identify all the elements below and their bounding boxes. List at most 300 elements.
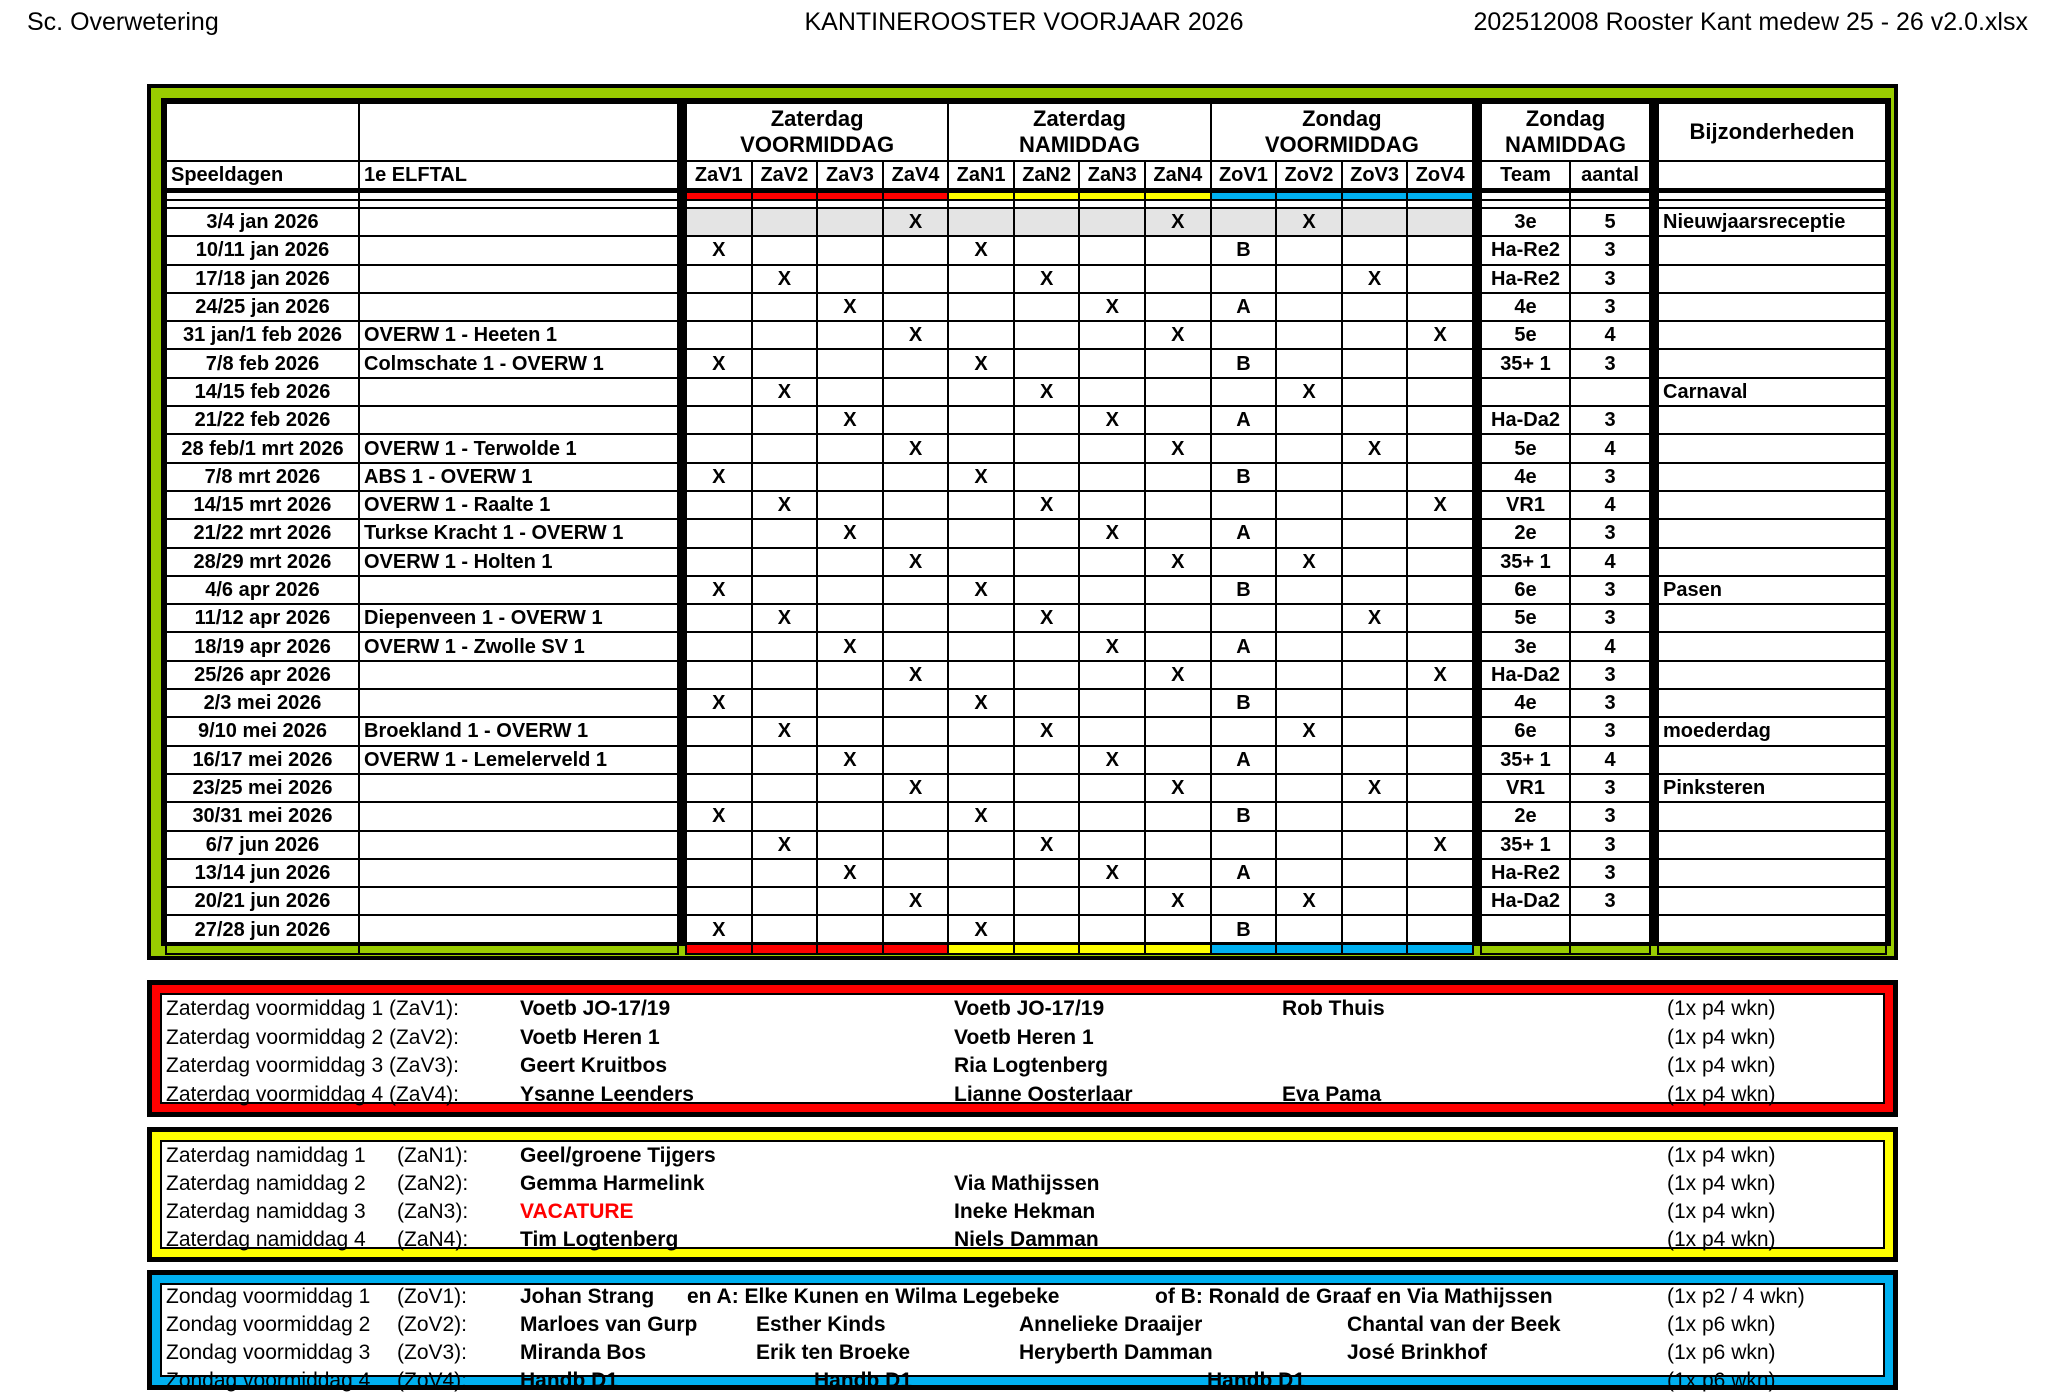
slot-cell-zov1: A xyxy=(1211,859,1277,887)
slot-cell-zov2 xyxy=(1276,802,1342,830)
slot-cell-zov1 xyxy=(1211,604,1277,632)
slot-cell-zav1: X xyxy=(686,349,752,377)
note-cell xyxy=(1658,265,1886,293)
slot-cell-zan1 xyxy=(948,321,1014,349)
slot-cell-zan1 xyxy=(948,548,1014,576)
legend-row xyxy=(162,1083,1883,1111)
note-cell xyxy=(1658,349,1886,377)
volunteer-name: Eva Pama xyxy=(1282,1082,1382,1106)
slot-cell-zov1: B xyxy=(1211,689,1277,717)
slot-code: (ZoV3): xyxy=(397,1341,468,1364)
aantal-cell: 3 xyxy=(1570,519,1650,547)
schedule-frame xyxy=(147,84,1898,960)
note-cell xyxy=(1658,887,1886,915)
slot-cell-zov2 xyxy=(1276,746,1342,774)
team-cell: Ha-Da2 xyxy=(1481,887,1570,915)
slot-cell-zov1: A xyxy=(1211,293,1277,321)
slot-cell-zan3 xyxy=(1079,463,1145,491)
table-row xyxy=(1481,717,1650,745)
team-cell: 5e xyxy=(1481,321,1570,349)
table-row xyxy=(686,208,1473,236)
slot-cell-zov3 xyxy=(1342,321,1408,349)
slot-cell-zov2 xyxy=(1276,463,1342,491)
slot-cell-zan3 xyxy=(1079,774,1145,802)
slot-cell-zov1 xyxy=(1211,434,1277,462)
speeldagen-table xyxy=(165,102,679,955)
slot-cell-zav3: X xyxy=(817,406,883,434)
date-cell: 2/3 mei 2026 xyxy=(166,689,359,717)
volunteer-name: Erik ten Broeke xyxy=(756,1341,911,1364)
slot-cell-zav1 xyxy=(686,491,752,519)
date-cell: 14/15 feb 2026 xyxy=(166,378,359,406)
slot-cell-zov1: B xyxy=(1211,236,1277,264)
col-header-speeldagen: Speeldagen xyxy=(166,161,359,191)
slot-cell-zan1: X xyxy=(948,349,1014,377)
slot-cell-zan3 xyxy=(1079,349,1145,377)
note-cell: moederdag xyxy=(1658,717,1886,745)
panel-slots xyxy=(681,98,1478,946)
slot-cell-zov2 xyxy=(1276,321,1342,349)
date-cell: 17/18 jan 2026 xyxy=(166,265,359,293)
slot-cell-zan2 xyxy=(1014,548,1080,576)
slot-cell-zav4 xyxy=(883,349,949,377)
slot-cell-zav4 xyxy=(883,632,949,660)
slot-cell-zav1 xyxy=(686,661,752,689)
slot-cell-zan4: X xyxy=(1145,548,1211,576)
note-cell xyxy=(1658,746,1886,774)
volunteer-name: Esther Kinds xyxy=(756,1313,886,1336)
slot-cell-zov1 xyxy=(1211,887,1277,915)
slot-cell-zan1 xyxy=(948,632,1014,660)
slot-cell-zav4 xyxy=(883,378,949,406)
aantal-cell: 3 xyxy=(1570,717,1650,745)
slot-cell-zov3 xyxy=(1342,802,1408,830)
slot-cell-zav1 xyxy=(686,632,752,660)
slot-cell-zan4 xyxy=(1145,717,1211,745)
slot-cell-zov4 xyxy=(1407,859,1473,887)
slot-cell-zov1: A xyxy=(1211,746,1277,774)
slot-cell-zov1 xyxy=(1211,661,1277,689)
legend-row xyxy=(162,1144,1883,1172)
col-header-aantal: aantal xyxy=(1570,161,1650,191)
table-row xyxy=(686,378,1473,406)
table-row xyxy=(1658,887,1886,915)
table-row xyxy=(1481,406,1650,434)
slot-cell-zan2: X xyxy=(1014,491,1080,519)
slot-cell-zan2 xyxy=(1014,463,1080,491)
slot-cell-zav3 xyxy=(817,774,883,802)
legend-row xyxy=(162,1200,1883,1228)
aantal-cell: 3 xyxy=(1570,604,1650,632)
table-row xyxy=(166,887,678,915)
slot-cell-zov3 xyxy=(1342,406,1408,434)
table-row xyxy=(686,915,1473,943)
legend-row xyxy=(162,1172,1883,1200)
slot-cell-zav4: X xyxy=(883,434,949,462)
slot-cell-zov4 xyxy=(1407,774,1473,802)
table-row xyxy=(1658,859,1886,887)
slot-cell-zan3: X xyxy=(1079,632,1145,660)
volunteer-name: Handb D1 xyxy=(814,1369,913,1392)
slot-cell-zov2 xyxy=(1276,265,1342,293)
table-row xyxy=(1658,717,1886,745)
table-row xyxy=(166,406,678,434)
legend-row xyxy=(162,1285,1883,1313)
legend-row xyxy=(162,1341,1883,1369)
slot-cell-zav4 xyxy=(883,293,949,321)
slot-cell-zav2 xyxy=(752,434,818,462)
date-cell: 7/8 mrt 2026 xyxy=(166,463,359,491)
team-cell: Ha-Da2 xyxy=(1481,406,1570,434)
slot-cell-zan3: X xyxy=(1079,746,1145,774)
slot-cell-zav4 xyxy=(883,831,949,859)
slot-cell-zov1 xyxy=(1211,378,1277,406)
aantal-cell xyxy=(1570,378,1650,406)
match-cell: Turkse Kracht 1 - OVERW 1 xyxy=(359,519,678,547)
slot-cell-zan4 xyxy=(1145,349,1211,377)
slot-cell-zan3 xyxy=(1079,208,1145,236)
slot-cell-zan1 xyxy=(948,831,1014,859)
slot-cell-zan2 xyxy=(1014,519,1080,547)
frequency: (1x p4 wkn) xyxy=(1667,1144,1776,1167)
slot-cell-zov4 xyxy=(1407,265,1473,293)
slot-cell-zan3 xyxy=(1079,236,1145,264)
volunteer-name: Handb D1 xyxy=(1207,1369,1306,1392)
slot-cell-zav4 xyxy=(883,802,949,830)
slot-cell-zav2 xyxy=(752,321,818,349)
slot-cell-zan3 xyxy=(1079,576,1145,604)
frequency: (1x p4 wkn) xyxy=(1667,1054,1776,1077)
date-cell: 7/8 feb 2026 xyxy=(166,349,359,377)
slot-cell-zov1 xyxy=(1211,265,1277,293)
slot-cell-zov1 xyxy=(1211,717,1277,745)
slot-cell-zav3 xyxy=(817,208,883,236)
table-row xyxy=(686,774,1473,802)
slot-code: (ZoV2): xyxy=(397,1313,468,1336)
team-cell: 4e xyxy=(1481,293,1570,321)
slot-header-zav3: ZaV3 xyxy=(817,161,883,191)
slot-cell-zov2: X xyxy=(1276,717,1342,745)
team-cell: 2e xyxy=(1481,802,1570,830)
match-cell xyxy=(359,774,678,802)
slot-cell-zav3 xyxy=(817,717,883,745)
table-row xyxy=(1658,265,1886,293)
slot-cell-zav4 xyxy=(883,915,949,943)
slot-header-zov3: ZoV3 xyxy=(1342,161,1408,191)
table-row xyxy=(166,519,678,547)
frequency: (1x p4 wkn) xyxy=(1667,1082,1776,1106)
table-row xyxy=(1481,548,1650,576)
slot-cell-zan1 xyxy=(948,774,1014,802)
team-cell: 6e xyxy=(1481,576,1570,604)
slot-cell-zav2: X xyxy=(752,265,818,293)
slot-cell-zan4 xyxy=(1145,265,1211,293)
bijzonderheden-table xyxy=(1657,102,1887,955)
slot-cell-zov3: X xyxy=(1342,265,1408,293)
slot-cell-zav2 xyxy=(752,859,818,887)
table-row xyxy=(1481,463,1650,491)
legend-zaterdag-namiddag xyxy=(147,1127,1898,1262)
slot-label: Zondag voormiddag 2 xyxy=(166,1313,371,1336)
table-row xyxy=(1658,576,1886,604)
vacature-label: VACATURE xyxy=(520,1200,634,1223)
slot-cell-zov4 xyxy=(1407,689,1473,717)
slot-cell-zav3 xyxy=(817,265,883,293)
slot-cell-zan1 xyxy=(948,265,1014,293)
slot-cell-zan4 xyxy=(1145,831,1211,859)
slot-cell-zov1: B xyxy=(1211,349,1277,377)
slot-cell-zav4 xyxy=(883,576,949,604)
slot-cell-zov4 xyxy=(1407,378,1473,406)
date-cell: 11/12 apr 2026 xyxy=(166,604,359,632)
aantal-cell: 3 xyxy=(1570,774,1650,802)
slot-cell-zan4: X xyxy=(1145,887,1211,915)
color-bar xyxy=(1342,191,1408,201)
table-row xyxy=(1658,802,1886,830)
slot-cell-zov1: A xyxy=(1211,406,1277,434)
color-bar xyxy=(1014,191,1080,201)
table-row xyxy=(166,293,678,321)
slot-cell-zov3 xyxy=(1342,208,1408,236)
slot-cell-zan3 xyxy=(1079,491,1145,519)
match-cell xyxy=(359,859,678,887)
table-row xyxy=(686,604,1473,632)
slot-cell-zav3 xyxy=(817,321,883,349)
date-cell: 16/17 mei 2026 xyxy=(166,746,359,774)
slot-label: Zaterdag voormiddag 1 (ZaV1): xyxy=(166,997,459,1020)
slot-cell-zov1 xyxy=(1211,831,1277,859)
table-row xyxy=(1481,887,1650,915)
group-header-2: Zondag VOORMIDDAG xyxy=(1211,103,1473,161)
slot-cell-zan3 xyxy=(1079,915,1145,943)
match-cell xyxy=(359,661,678,689)
note-cell: Carnaval xyxy=(1658,378,1886,406)
slot-header-zov1: ZoV1 xyxy=(1211,161,1277,191)
slot-header-zan3: ZaN3 xyxy=(1079,161,1145,191)
slot-cell-zov3 xyxy=(1342,887,1408,915)
slot-cell-zav1 xyxy=(686,519,752,547)
date-cell: 25/26 apr 2026 xyxy=(166,661,359,689)
slot-cell-zav3 xyxy=(817,491,883,519)
note-cell xyxy=(1658,491,1886,519)
note-cell xyxy=(1658,293,1886,321)
color-bar xyxy=(1079,191,1145,201)
slot-cell-zov2 xyxy=(1276,859,1342,887)
slot-cell-zav4 xyxy=(883,604,949,632)
legend-zondag-voormiddag xyxy=(147,1270,1898,1390)
table-row xyxy=(686,831,1473,859)
slot-cell-zav4 xyxy=(883,463,949,491)
note-cell xyxy=(1658,689,1886,717)
table-row xyxy=(686,717,1473,745)
slot-cell-zov3 xyxy=(1342,378,1408,406)
slot-cell-zav3 xyxy=(817,576,883,604)
table-row xyxy=(166,717,678,745)
slot-cell-zan4 xyxy=(1145,491,1211,519)
slot-cell-zan2 xyxy=(1014,208,1080,236)
volunteer-name: Voetb Heren 1 xyxy=(954,1025,1094,1049)
slot-cell-zan2: X xyxy=(1014,378,1080,406)
slot-cell-zav4: X xyxy=(883,887,949,915)
table-row xyxy=(686,746,1473,774)
slot-cell-zav3 xyxy=(817,604,883,632)
team-cell: Ha-Re2 xyxy=(1481,265,1570,293)
slot-cell-zov1: A xyxy=(1211,519,1277,547)
slot-cell-zav3 xyxy=(817,802,883,830)
slot-cell-zov3 xyxy=(1342,661,1408,689)
volunteer-name: Geel/groene Tijgers xyxy=(520,1144,716,1167)
color-bar xyxy=(1211,191,1277,201)
slot-cell-zov1: A xyxy=(1211,632,1277,660)
slot-cell-zav4: X xyxy=(883,661,949,689)
slot-cell-zan4 xyxy=(1145,463,1211,491)
table-row xyxy=(686,406,1473,434)
slot-header-zan4: ZaN4 xyxy=(1145,161,1211,191)
slot-cell-zan4 xyxy=(1145,236,1211,264)
slot-cell-zov3 xyxy=(1342,915,1408,943)
slot-header-zav2: ZaV2 xyxy=(752,161,818,191)
slot-cell-zov1: B xyxy=(1211,915,1277,943)
slot-cell-zov3 xyxy=(1342,689,1408,717)
slot-cell-zav2 xyxy=(752,887,818,915)
slot-cell-zov4 xyxy=(1407,717,1473,745)
slot-cell-zan2 xyxy=(1014,774,1080,802)
table-row xyxy=(166,831,678,859)
note-cell xyxy=(1658,859,1886,887)
table-row xyxy=(686,491,1473,519)
team-cell: 6e xyxy=(1481,717,1570,745)
table-row xyxy=(1481,321,1650,349)
table-row xyxy=(1658,519,1886,547)
frequency: (1x p4 wkn) xyxy=(1667,997,1776,1020)
slot-cell-zav2 xyxy=(752,519,818,547)
slot-cell-zav1 xyxy=(686,265,752,293)
volunteer-name: en A: Elke Kunen en Wilma Legebeke xyxy=(687,1285,1060,1308)
slot-label: Zaterdag voormiddag 3 (ZaV3): xyxy=(166,1054,459,1077)
volunteer-name: Heryberth Damman xyxy=(1019,1341,1213,1364)
table-row xyxy=(1658,378,1886,406)
slot-cell-zov4 xyxy=(1407,236,1473,264)
team-cell: Ha-Da2 xyxy=(1481,661,1570,689)
match-cell: Diepenveen 1 - OVERW 1 xyxy=(359,604,678,632)
slot-cell-zan3 xyxy=(1079,831,1145,859)
team-cell: 4e xyxy=(1481,463,1570,491)
slot-cell-zov2: X xyxy=(1276,378,1342,406)
aantal-cell: 4 xyxy=(1570,548,1650,576)
slot-cell-zan3 xyxy=(1079,887,1145,915)
table-row xyxy=(686,661,1473,689)
slot-cell-zov1: B xyxy=(1211,576,1277,604)
slot-cell-zav2: X xyxy=(752,491,818,519)
slot-cell-zan4 xyxy=(1145,746,1211,774)
volunteer-name: Handb D1 xyxy=(520,1369,619,1392)
table-row xyxy=(686,519,1473,547)
aantal-cell: 5 xyxy=(1570,208,1650,236)
table-row xyxy=(1658,604,1886,632)
slot-cell-zan1 xyxy=(948,491,1014,519)
table-row xyxy=(1481,802,1650,830)
slot-cell-zav1: X xyxy=(686,236,752,264)
table-row xyxy=(166,604,678,632)
slot-cell-zov1: B xyxy=(1211,463,1277,491)
slot-cell-zav1 xyxy=(686,887,752,915)
note-cell: Pasen xyxy=(1658,576,1886,604)
slot-cell-zan3 xyxy=(1079,802,1145,830)
date-cell: 28 feb/1 mrt 2026 xyxy=(166,434,359,462)
slot-cell-zov4 xyxy=(1407,548,1473,576)
volunteer-name: Miranda Bos xyxy=(520,1341,647,1364)
slot-cell-zav3 xyxy=(817,463,883,491)
slot-cell-zov3: X xyxy=(1342,774,1408,802)
slot-cell-zov4: X xyxy=(1407,491,1473,519)
volunteer-name: of B: Ronald de Graaf en Via Mathijssen xyxy=(1155,1285,1553,1308)
slot-cell-zav3 xyxy=(817,548,883,576)
table-row xyxy=(166,434,678,462)
slot-cell-zan1: X xyxy=(948,463,1014,491)
table-row xyxy=(1481,236,1650,264)
header-blank xyxy=(359,103,678,161)
date-cell: 23/25 mei 2026 xyxy=(166,774,359,802)
slot-cell-zav1 xyxy=(686,293,752,321)
table-row xyxy=(166,208,678,236)
slot-cell-zav3 xyxy=(817,661,883,689)
date-cell: 18/19 apr 2026 xyxy=(166,632,359,660)
match-cell: Broekland 1 - OVERW 1 xyxy=(359,717,678,745)
match-cell: OVERW 1 - Zwolle SV 1 xyxy=(359,632,678,660)
table-row xyxy=(166,265,678,293)
team-cell: 35+ 1 xyxy=(1481,831,1570,859)
slot-cell-zov3 xyxy=(1342,293,1408,321)
slot-cell-zan2 xyxy=(1014,802,1080,830)
slot-cell-zan1 xyxy=(948,604,1014,632)
slot-cell-zav1 xyxy=(686,548,752,576)
slot-cell-zov1: B xyxy=(1211,802,1277,830)
slot-label: Zaterdag namiddag 1 xyxy=(166,1144,366,1167)
slot-cell-zov4 xyxy=(1407,604,1473,632)
slot-cell-zan4 xyxy=(1145,802,1211,830)
legend-row xyxy=(162,1313,1883,1341)
table-row xyxy=(1481,746,1650,774)
slot-cell-zan3 xyxy=(1079,321,1145,349)
slot-cell-zav1 xyxy=(686,406,752,434)
slot-cell-zav1 xyxy=(686,831,752,859)
table-row xyxy=(1481,378,1650,406)
slot-cell-zov2: X xyxy=(1276,548,1342,576)
slot-cell-zav3 xyxy=(817,236,883,264)
table-row xyxy=(1481,774,1650,802)
slot-cell-zan4: X xyxy=(1145,321,1211,349)
slot-cell-zan2 xyxy=(1014,434,1080,462)
slot-cell-zov1 xyxy=(1211,321,1277,349)
table-row xyxy=(1658,689,1886,717)
slot-cell-zov2 xyxy=(1276,236,1342,264)
slot-code: (ZoV1): xyxy=(397,1285,468,1308)
slot-cell-zan2 xyxy=(1014,887,1080,915)
slot-cell-zov2 xyxy=(1276,915,1342,943)
team-cell xyxy=(1481,915,1570,943)
slot-cell-zan4 xyxy=(1145,576,1211,604)
table-row xyxy=(686,548,1473,576)
slot-cell-zav4: X xyxy=(883,548,949,576)
table-row xyxy=(1658,321,1886,349)
color-bar xyxy=(1145,191,1211,201)
frequency: (1x p6 wkn) xyxy=(1667,1341,1776,1364)
slot-label: Zaterdag voormiddag 2 (ZaV2): xyxy=(166,1025,459,1049)
date-cell: 28/29 mrt 2026 xyxy=(166,548,359,576)
slot-cell-zav2 xyxy=(752,349,818,377)
match-cell: ABS 1 - OVERW 1 xyxy=(359,463,678,491)
note-cell xyxy=(1658,661,1886,689)
